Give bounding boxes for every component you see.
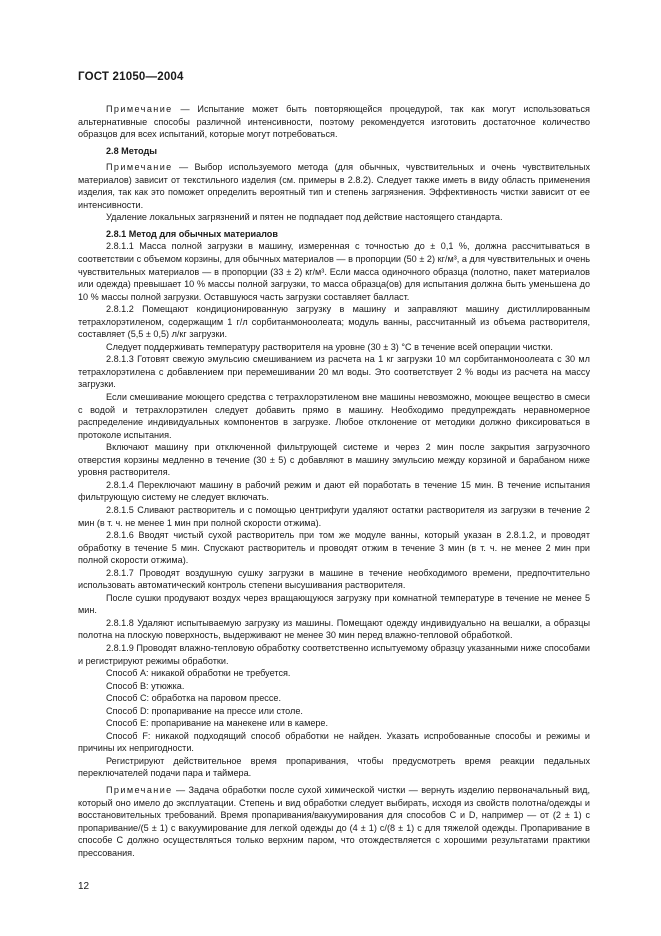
body-paragraph: 2.8.1.1 Масса полной загрузки в машину, измеренная с точностью до ± 0,1 %, должна рассчитываться в соответствии с объемом корзины, для обычных материалов — в пропорции (50 ± 2) кг/м³, а для чувствительных и очень чувствительных материалов — в пропорции (33 ± 2) кг/м³. Если масса одиночного образца (полотно, пакет материалов или одежда) превышает 10 % массы полной загрузки, то масса образца(ов) для испытания должна быть уменьшена до 10 % массы полной загрузки. Оставшуюся часть загрузки составляет балласт. xyxy=(78,241,590,302)
document-header: ГОСТ 21050—2004 xyxy=(78,71,184,83)
note-text: — Выбор используемого метода (для обычных, чувствительных и очень чувствительных материалов) зависит от текстильного изделия (см. примеры в 2.8.2). Следует также иметь в виду область применения изделия, так как это поможет определить вероятный тип и степень загрязнения. Эффективность чистки зависит от ее интенсивности. xyxy=(78,162,590,210)
body-paragraph: Следует поддерживать температуру растворителя на уровне (30 ± 3) °С в течение всей операции чистки. xyxy=(106,341,553,352)
note-paragraph xyxy=(78,784,590,859)
list-item: Способ Е: пропаривание на манекене или в камере. xyxy=(106,718,329,729)
body-paragraph: Удаление локальных загрязнений и пятен не подпадает под действие настоящего стандарта. xyxy=(106,212,503,223)
note-paragraph xyxy=(78,103,590,141)
body-paragraph: 2.8.1.4 Переключают машину в рабочий режим и дают ей поработать в течение 15 мин. В течение испытания фильтрующую систему не следует включать. xyxy=(78,479,590,503)
list-item: Способ В: утюжка. xyxy=(106,680,185,691)
body-paragraph: 2.8.1.7 Проводят воздушную сушку загрузки в машине в течение необходимого времени, предпочтительно использовать автоматический контроль степени высушивания растворителя. xyxy=(78,567,590,591)
list-item: Способ С: обработка на паровом прессе. xyxy=(106,693,281,704)
body-paragraph: 2.8.1.2 Помещают кондиционированную загрузку в машину и заправляют машину дистиллированным тетрахлорэтиленом, содержащим 1 г/л сорбитанмоноолеата; модуль ванны, рассчитанный из объема растворителя, составляет (5,5 ± 0,5) л/кг загрузки. xyxy=(78,304,590,340)
body-paragraph: 2.8.1.6 Вводят чистый сухой растворитель при том же модуле ванны, который указан в 2.8.1.2, и проводят обработку в течение 5 мин. Спускают растворитель и проводят отжим в течение 3 мин (в т. ч. не менее 2 мин при полной скорости отжима). xyxy=(78,530,590,566)
note-text: — Испытание может быть повторяющейся процедурой, так как могут использоваться альтернативные способы различной интенсивности, поэтому рекомендуется изготовить достаточное количество образцов для всех испытаний, которые могут потребоваться. xyxy=(78,104,590,140)
note-label: Примечание xyxy=(106,104,173,114)
body-paragraph: Регистрируют действительное время пропаривания, чтобы предусмотреть время реакции педальных переключателей подачи пара и таймера. xyxy=(78,755,590,779)
body-paragraph: 2.8.1.3 Готовят свежую эмульсию смешиванием из расчета на 1 кг загрузки 10 мл сорбитанмоноолеата с 30 мл тетрахлорэтилена с добавлением при перемешивании 20 мл воды. Это соответствует 2 % воды из расчета на массу загрузки. xyxy=(78,354,590,390)
body-paragraph: 2.8.1.9 Проводят влажно-тепловую обработку соответственно испытуемому образцу указанными ниже способами и регистрируют режимы обработки. xyxy=(78,642,590,666)
document-body xyxy=(78,99,590,859)
list-item: Способ D: пропаривание на прессе или столе. xyxy=(106,705,303,716)
body-paragraph: Включают машину при отключенной фильтрующей системе и через 2 мин после закрытия загрузочного отверстия корзины медленно в течение (30 ± 5) с добавляют в машину эмульсию между корзиной и барабаном ниже уровня растворителя. xyxy=(78,442,590,478)
section-heading: 2.8 Методы xyxy=(106,145,157,156)
body-paragraph: 2.8.1.8 Удаляют испытываемую загрузку из машины. Помещают одежду индивидуально на вешалки, а образцы полотна на плоскую поверхность, выдерживают не менее 30 мин перед влажно-тепловой обработкой. xyxy=(78,617,590,641)
body-paragraph: Способ F: никакой подходящий способ обработки не найден. Указать испробованные способы и режимы и причины их непригодности. xyxy=(78,730,590,754)
section-heading: 2.8.1 Метод для обычных материалов xyxy=(106,228,278,239)
note-text: — Задача обработки после сухой химической чистки — вернуть изделию первоначальный вид, который оно имело до эксплуатации. Степень и вид обработки следует выбирать, исходя из свойств полотна/одежды и восстановительных требований. Время пропаривания/вакуумирования для способов С и D, например — от (2 ± 1) с пропаривание/(5 ± 1) с вакуумирование для легкой одежды до (4 ± 1) с/(8 ± 1) с для тяжелой одежды. Пропаривание в способе С должно осуществляться только верхним паром, что отождествляется с хорошими результатами практики прессования. xyxy=(78,784,590,858)
note-label: Примечание xyxy=(106,162,173,173)
note-label: Примечание xyxy=(106,784,173,795)
note-paragraph xyxy=(78,161,590,211)
body-paragraph: После сушки продувают воздух через вращающуюся загрузку при комнатной температуре в течение не менее 5 мин. xyxy=(78,592,590,616)
list-item: Способ А: никакой обработки не требуется. xyxy=(106,668,291,679)
body-paragraph: Если смешивание моющего средства с тетрахлорэтиленом вне машины невозможно, моющее вещество в смеси с водой и тетрахлорэтилен следует добавить прямо в машину. Необходимо предупреждать неравномерное распределение индивидуальных компонентов в загрузке. Любое отклонение от методики должно фиксироваться в протоколе испытания. xyxy=(78,392,590,440)
body-paragraph: 2.8.1.5 Сливают растворитель и с помощью центрифуги удаляют остатки растворителя из загрузки в течение 2 мин (в т. ч. не менее 1 мин при полной скорости отжима). xyxy=(78,504,590,528)
page-number: 12 xyxy=(78,881,90,892)
